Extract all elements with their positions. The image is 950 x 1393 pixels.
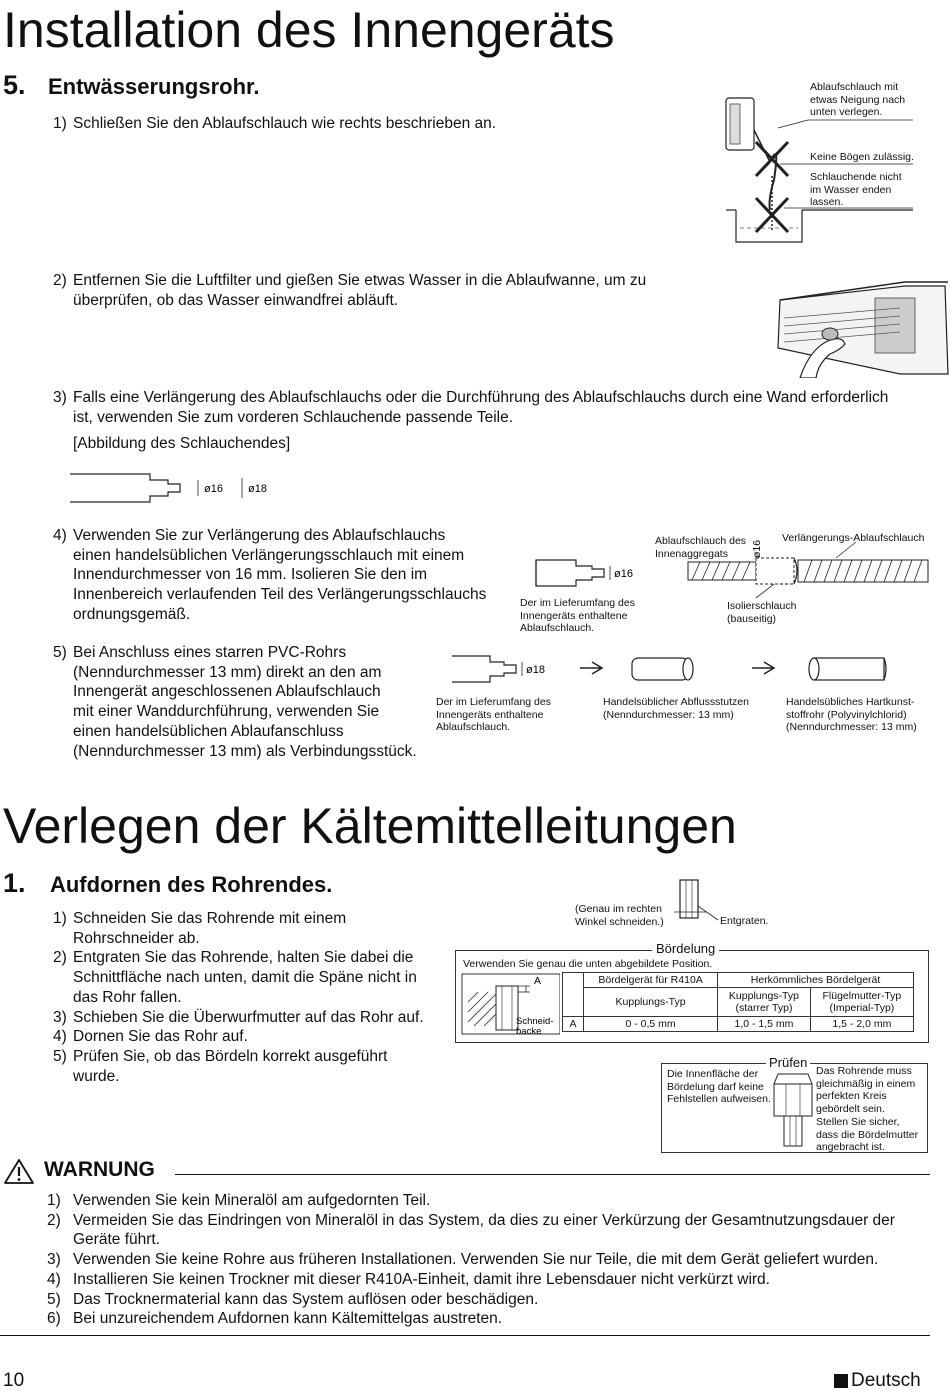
header-r410a: Bördelgerät für R410A <box>584 973 718 988</box>
flaring-box-subtitle: Verwenden Sie genau die unten abgebildete Position. <box>463 958 713 970</box>
value-wing: 1,5 - 2,0 mm <box>810 1017 913 1032</box>
supplied-hose-figure <box>512 556 652 596</box>
dimension-a-label: A <box>534 975 542 987</box>
section-heading-flaring: 1. Aufdornen des Rohrendes. <box>3 868 333 898</box>
caption-pvc-pipe: Handelsübliches Hartkunst- stoffrohr (Polyvinylchlorid) (Nenndurchmesser: 13 mm) <box>786 696 917 733</box>
row-label-a: A <box>563 1017 584 1032</box>
caption-indoor-hose: Ablaufschlauch des Innenaggregats <box>655 535 747 560</box>
jaw-label-2: backe <box>516 1026 542 1036</box>
warning-title: WARNUNG <box>44 1158 155 1181</box>
flare-nut-figure <box>768 1068 818 1148</box>
flaring-box-title: Bördelung <box>652 941 719 956</box>
header-conventional: Herkömmliches Bördelgerät <box>718 973 914 988</box>
caption-round-flare: Das Rohrende muss gleichmäßig in einem perfekten Kreis gebördelt sein. <box>816 1065 916 1115</box>
header-wing-nut-type: Flügelmutter-Typ (Imperial-Typ) <box>810 988 913 1017</box>
warning-list <box>47 1191 937 1329</box>
indoor-unit-figure <box>770 278 950 378</box>
step-text: Schließen Sie den Ablaufschlauch wie rechts beschrieben an. <box>73 115 497 132</box>
check-box-title: Prüfen <box>766 1055 810 1070</box>
drain-step-3: 3) Falls eine Verlängerung des Ablaufschlauchs oder die Durchführung des Ablaufschlauchs durch eine Wand erforderlich ist, verwenden Sie zum vorderen Schlauchende passende Teile. <box>53 389 889 426</box>
flaring-step: 4) Dornen Sie das Rohr auf. <box>53 1028 248 1046</box>
warning-item: 2) Vermeiden Sie das Eindringen von Mineralöl in das System, da dies zu einer Verkürzung der Gesamtnutzungsdauer der Geräte führt. <box>47 1211 895 1249</box>
page-number: 10 <box>3 1370 25 1391</box>
value-rigid: 1,0 - 1,5 mm <box>718 1017 811 1032</box>
caption-supplied-hose-2: Der im Lieferumfang des Innengeräts enthaltene Ablaufschlauch. <box>436 696 551 733</box>
dim-18-label: ø18 <box>248 483 267 495</box>
dim-16-label: ø16 <box>751 539 763 558</box>
footer-rule <box>0 1335 930 1336</box>
drain-step-4: 4) Verwenden Sie zur Verlängerung des Ablaufschlauchs einen handelsüblichen Verlängerungsschlauch mit einem Innendurchmesser von 16 mm. Isolieren Sie den im Innenbereich verlaufenden Teil des Verlängerungsschlauchs ordnungsgemäß. <box>53 527 487 623</box>
extension-hose-figure <box>686 530 930 600</box>
pvc-connection-figure <box>440 652 940 692</box>
drain-step-2: 2) Entfernen Sie die Luftfilter und gießen Sie etwas Wasser in die Ablaufwanne, um zu überprüfen, ob das Wasser einwandfrei abläuft. <box>53 272 647 309</box>
square-bullet-icon <box>834 1374 848 1388</box>
caption-slope: Ablaufschlauch mit etwas Neigung nach unten verlegen. <box>810 81 906 118</box>
warning-item: 6) Bei unzureichendem Aufdornen kann Kältemittelgas austreten. <box>47 1310 503 1328</box>
caption-supplied-hose: Der im Lieferumfang des Innengeräts enthaltene Ablaufschlauch. <box>520 597 635 634</box>
flaring-step: 2) Entgraten Sie das Rohrende, halten Sie dabei die Schnittfläche nach unten, damit die Späne nicht in das Rohr fallen. <box>53 949 417 1006</box>
flaring-step: 1) Schneiden Sie das Rohrende mit einem Rohrschneider ab. <box>53 910 347 947</box>
section-title: Entwässerungsrohr. <box>47 74 260 99</box>
caption-drain-socket: Handelsüblicher Abflussstutzen (Nenndurchmesser: 13 mm) <box>603 696 749 721</box>
warning-rule <box>175 1174 930 1175</box>
section-heading-drain <box>3 70 260 101</box>
footer-language: Deutsch <box>834 1370 921 1392</box>
caption-cut-right-angle: (Genau im rechten Winkel schneiden.) <box>575 903 664 928</box>
caption-inner-surface: Die Innenfläche der Bördelung darf keine Fehlstellen aufweisen. <box>667 1068 771 1105</box>
flaring-step: 5) Prüfen Sie, ob das Bördeln korrekt ausgeführt wurde. <box>53 1047 388 1085</box>
flare-tool-figure <box>460 972 560 1036</box>
drain-step-1 <box>53 114 496 134</box>
figure-title-hose-end: [Abbildung des Schlauchendes] <box>73 435 291 452</box>
drain-step-5: 5) Bei Anschluss eines starren PVC-Rohrs (Nenndurchmesser 13 mm) direkt an den am Innengerät angeschlossenen Ablaufschlauch mit einer Wanddurchführung, verwenden Sie einen handelsüblichen Ablaufanschluss (Nenndurchmesser 13 mm) als Verbindungsstück. <box>53 644 417 760</box>
step-number: 1) <box>53 115 67 132</box>
caption-extension-hose: Verlängerungs-Ablaufschlauch <box>782 532 925 544</box>
caption-no-bends: Keine Bögen zulässig. <box>810 151 914 163</box>
warning-item: 3) Verwenden Sie keine Rohre aus früheren Installationen. Verwenden Sie nur Teile, die mit dem Gerät geliefert wurden. <box>47 1251 879 1269</box>
caption-water-end: Schlauchende nicht im Wasser enden lassen. <box>810 171 902 208</box>
caption-insulation: Isolierschlauch (bauseitig) <box>727 600 797 625</box>
dim-16-label: ø16 <box>204 483 223 495</box>
flare-dimension-table <box>562 972 914 1032</box>
page-title: Installation des Innengeräts <box>3 2 615 58</box>
dim-16-label: ø16 <box>614 568 633 580</box>
warning-icon <box>3 1157 35 1185</box>
warning-item: 5) Das Trocknermaterial kann das System auflösen oder beschädigen. <box>47 1290 539 1308</box>
caption-nut-attached: Stellen Sie sicher, dass die Bördelmutter angebracht ist. <box>816 1116 919 1153</box>
hose-end-figure <box>70 468 310 508</box>
header-clutch-type: Kupplungs-Typ <box>584 988 718 1017</box>
flaring-steps <box>53 909 438 1086</box>
flaring-step: 3) Schieben Sie die Überwurfmutter auf das Rohr auf. <box>53 1008 424 1026</box>
dim-18-label: ø18 <box>526 664 545 676</box>
value-r410a: 0 - 0,5 mm <box>584 1017 718 1032</box>
warning-item: 1) Verwenden Sie kein Mineralöl am aufgedornten Teil. <box>47 1192 431 1209</box>
warning-item: 4) Installieren Sie keinen Trockner mit dieser R410A-Einheit, damit ihre Lebensdauer nicht verkürzt wird. <box>47 1270 770 1288</box>
section-number: 5. <box>3 70 26 100</box>
header-rigid-type: Kupplungs-Typ (starrer Typ) <box>718 988 811 1017</box>
section-title-refrigerant: Verlegen der Kältemittelleitungen <box>3 798 737 854</box>
caption-deburr: Entgraten. <box>720 915 769 927</box>
jaw-label-1: Schneid- <box>516 1016 554 1027</box>
